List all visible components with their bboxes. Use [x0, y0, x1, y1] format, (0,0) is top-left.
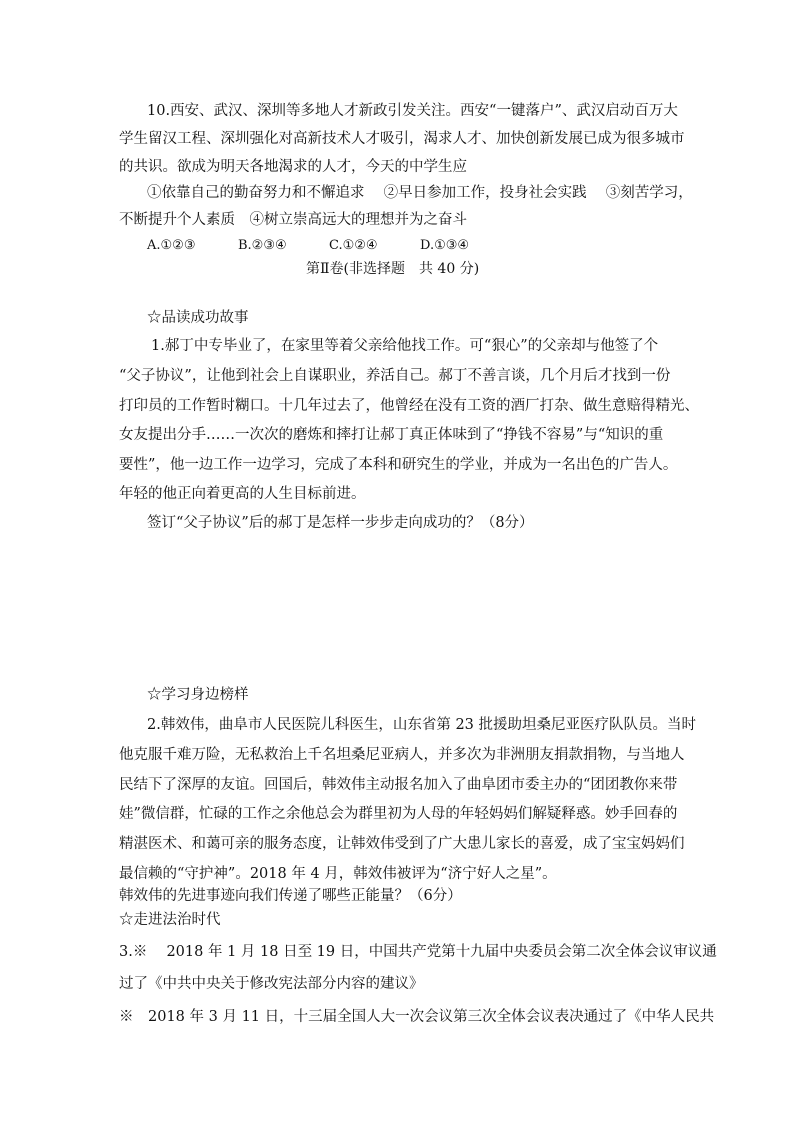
q10-choices-line: 不断提升个人素质 ④树立崇高远大的理想并为之奋斗 — [119, 212, 467, 228]
q10-stem-line: 的共识。欲成为明天各地渴求的人才，今天的中学生应 — [119, 159, 467, 175]
q10-stem-line: 10.西安、武汉、深圳等多地人才新政引发关注。西安“一键落户”、武汉启动百万大 — [147, 103, 678, 119]
story-line: 年轻的他正向着更高的人生目标前进。 — [119, 486, 366, 502]
q10-stem-line: 学生留汉工程、深圳强化对高新技术人才吸引，渴求人才、加快创新发展已成为很多城市 — [119, 131, 685, 147]
section-title: ☆品读成功故事 — [147, 310, 249, 326]
question-prompt: 韩效伟的先进事迹向我们传递了哪些正能量？（6分） — [119, 888, 462, 904]
story-line: 2.韩效伟，曲阜市人民医院儿科医生，山东省第 23 批援助坦桑尼亚医疗队队员。当时 — [147, 717, 697, 733]
q10-option-d: D.①③④ — [420, 238, 470, 253]
story-line: 女友提出分手……一次次的磨炼和摔打让郝丁真正体味到了“挣钱不容易”与“知识的重 — [119, 427, 664, 443]
volume-2-header: 第Ⅱ卷(非选择题 共 40 分) — [306, 261, 480, 277]
story-line: 要性”，他一边工作一边学习，完成了本科和研究生的学业，并成为一名出色的广告人。 — [119, 457, 678, 473]
story-line: 过了《中共中央关于修改宪法部分内容的建议》 — [119, 976, 424, 992]
story-line: 精湛医术、和蔼可亲的服务态度，让韩效伟受到了广大患儿家长的喜爱，成了宝宝妈妈们 — [119, 836, 685, 852]
section-title: ☆走进法治时代 — [119, 912, 221, 928]
q10-option-a: A.①②③ — [147, 238, 196, 253]
section-title: ☆学习身边榜样 — [147, 687, 249, 703]
story-line: 他克服千难万险，无私救治上千名坦桑尼亚病人，并多次为非洲朋友捐款捐物，与当地人 — [119, 747, 685, 763]
q10-choices-line: ①依靠自己的勤奋努力和不懈追求 ②早日参加工作，投身社会实践 ③刻苦学习， — [147, 185, 693, 201]
story-line: “父子协议”，让他到社会上自谋职业，养活自己。郝丁不善言谈，几个月后才找到一份 — [119, 368, 671, 384]
story-line: 最信赖的“守护神”。2018 年 4 月，韩效伟被评为“济宁好人之星”。 — [119, 866, 557, 882]
q10-option-c: C.①②④ — [329, 238, 378, 253]
story-line: 打印员的工作暂时糊口。十几年过去了，他曾经在没有工资的酒厂打杂、做生意赔得精光、 — [119, 398, 699, 414]
story-line: 3.※ 2018 年 1 月 18 日至 19 日，中国共产党第十九届中央委员会第二次全体会议审议通 — [119, 944, 717, 960]
q10-option-b: B.②③④ — [238, 238, 287, 253]
story-line: 娃”微信群，忙碌的工作之余他总会为群里初为人母的年轻妈妈们解疑释惑。妙手回春的 — [119, 806, 678, 822]
question-prompt: 签订“父子协议”后的郝丁是怎样一步步走向成功的？（8分） — [147, 515, 534, 531]
story-line: 民结下了深厚的友谊。回国后，韩效伟主动报名加入了曲阜团市委主办的“团团教你来带 — [119, 777, 678, 793]
story-line: 1.郝丁中专毕业了，在家里等着父亲给他找工作。可“狠心”的父亲却与他签了个 — [151, 338, 659, 354]
story-line: ※ 2018 年 3 月 11 日，十三届全国人大一次会议第三次全体会议表决通过了《中华人民共 — [119, 1009, 715, 1025]
